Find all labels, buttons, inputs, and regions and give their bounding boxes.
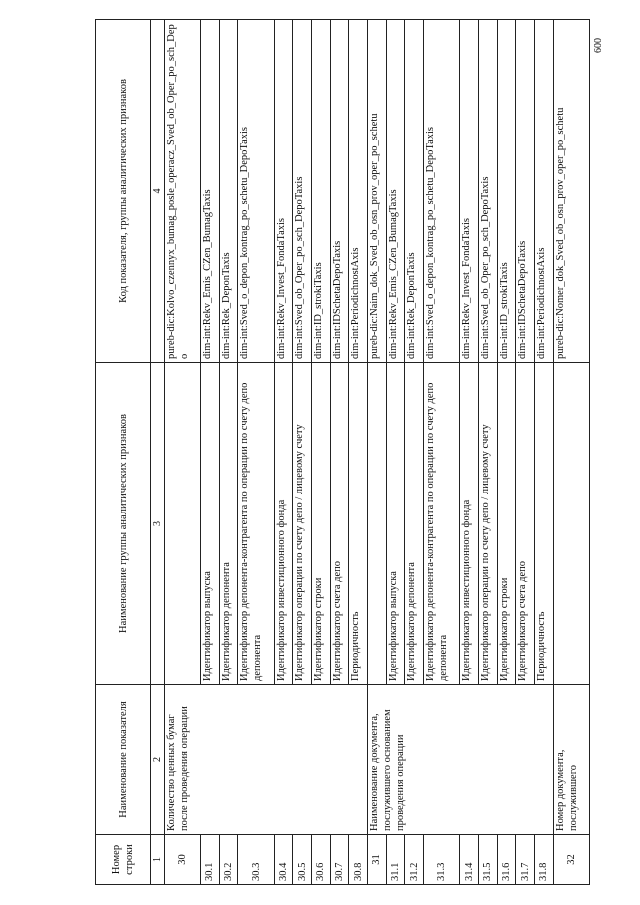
indicator-code: dim-int:Sved_ob_Oper_po_sch_DepoTaxis: [293, 20, 312, 363]
table-row: [165, 20, 201, 885]
row-number: 31.8: [535, 835, 554, 885]
indicator-code: dim-int:IDSchetaDepoTaxis: [330, 20, 349, 363]
group-name: Идентификатор операции по счету депо / лицевому счету: [293, 363, 312, 685]
row-number: 32: [553, 835, 589, 885]
group-name: Идентификатор выпуска: [386, 363, 405, 685]
header-code: Код показателя, группы аналитических признаков: [96, 20, 151, 363]
group-name: Периодичность: [535, 363, 554, 685]
group-name: Идентификатор счета депо: [330, 363, 349, 685]
group-name: Идентификатор депонента: [405, 363, 424, 685]
group-name: Идентификатор депонента: [219, 363, 238, 685]
row-number: 30.7: [330, 835, 349, 885]
row-number: 31.6: [497, 835, 516, 885]
row-number: 31.5: [478, 835, 497, 885]
indicator-code: pureb-dic:Nomer_dok_Sved_ob_osn_prov_oper_po_schetu: [553, 20, 589, 363]
row-number: 31: [368, 835, 387, 885]
indicator-name: Количество ценных бумаг после проведения операции: [165, 685, 368, 835]
page-number: 600: [593, 38, 604, 54]
column-number: 3: [151, 363, 165, 685]
group-name: [553, 363, 589, 685]
indicator-code: dim-int:PeriodichnostAxis: [535, 20, 554, 363]
group-name: [165, 363, 201, 685]
group-name: Идентификатор выпуска: [201, 363, 220, 685]
group-name: [368, 363, 387, 685]
row-number: 31.7: [516, 835, 535, 885]
indicator-name: Наименование документа, послужившего основанием проведения операции: [368, 685, 554, 835]
indicator-code: pureb-dic:Naim_dok_Sved_ob_osn_prov_oper_po_schetu: [368, 20, 387, 363]
indicator-code: dim-int:ID_strokiTaxis: [497, 20, 516, 363]
indicator-code: dim-int:Sved_o_depon_kontrag_po_schetu_DepoTaxis: [238, 20, 274, 363]
header-indicator-name: Наименование показателя: [96, 685, 151, 835]
indicator-code: dim-int:IDSchetaDepoTaxis: [516, 20, 535, 363]
indicator-code: dim-int:Rekv_Emis_CZen_BumagTaxis: [386, 20, 405, 363]
indicator-code: dim-int:Rekv_Emis_CZen_BumagTaxis: [201, 20, 220, 363]
indicator-code: dim-int:PeriodichnostAxis: [349, 20, 368, 363]
indicator-name: Номер документа, послужившего: [553, 685, 589, 835]
group-name: Идентификатор депонента-контрагента по операции по счету депо депонента: [424, 363, 460, 685]
group-name: Идентификатор строки: [497, 363, 516, 685]
row-number: 30.4: [274, 835, 293, 885]
group-name: Идентификатор строки: [311, 363, 330, 685]
row-number: 30.1: [201, 835, 220, 885]
indicator-code: dim-int:Sved_ob_Oper_po_sch_DepoTaxis: [478, 20, 497, 363]
column-number-row: [151, 20, 165, 885]
group-name: Идентификатор инвестиционного фонда: [460, 363, 479, 685]
row-number: 31.1: [386, 835, 405, 885]
row-number: 30.2: [219, 835, 238, 885]
row-number: 31.2: [405, 835, 424, 885]
header-row: [96, 20, 151, 885]
indicator-code: dim-int:Rek_DeponTaxis: [219, 20, 238, 363]
header-group-name: Наименование группы аналитических признаков: [96, 363, 151, 685]
row-number: 30.5: [293, 835, 312, 885]
row-number: 30: [165, 835, 201, 885]
row-number: 30.6: [311, 835, 330, 885]
row-number: 30.3: [238, 835, 274, 885]
group-name: Идентификатор инвестиционного фонда: [274, 363, 293, 685]
table-row: [553, 20, 589, 885]
header-row-number: Номер строки: [96, 835, 151, 885]
indicator-code: dim-int:ID_strokiTaxis: [311, 20, 330, 363]
group-name: Идентификатор операции по счету депо / лицевому счету: [478, 363, 497, 685]
column-number: 2: [151, 685, 165, 835]
document-table-rotated: [95, 20, 590, 885]
indicator-code: dim-int:Rek_DeponTaxis: [405, 20, 424, 363]
row-number: 30.8: [349, 835, 368, 885]
indicator-code: dim-int:Rekv_Invest_FondaTaxis: [274, 20, 293, 363]
indicator-table: [95, 19, 590, 885]
indicator-code: dim-int:Rekv_Invest_FondaTaxis: [460, 20, 479, 363]
table-row: [368, 20, 387, 885]
column-number: 4: [151, 20, 165, 363]
column-number: 1: [151, 835, 165, 885]
group-name: Идентификатор счета депо: [516, 363, 535, 685]
group-name: Идентификатор депонента-контрагента по операции по счету депо депонента: [238, 363, 274, 685]
indicator-code: pureb-dic:Kolvo_czennyx_bumag_posle_operacz_Sved_ob_Oper_po_sch_Depo: [165, 20, 201, 363]
indicator-code: dim-int:Sved_o_depon_kontrag_po_schetu_DepoTaxis: [424, 20, 460, 363]
group-name: Периодичность: [349, 363, 368, 685]
row-number: 31.3: [424, 835, 460, 885]
row-number: 31.4: [460, 835, 479, 885]
